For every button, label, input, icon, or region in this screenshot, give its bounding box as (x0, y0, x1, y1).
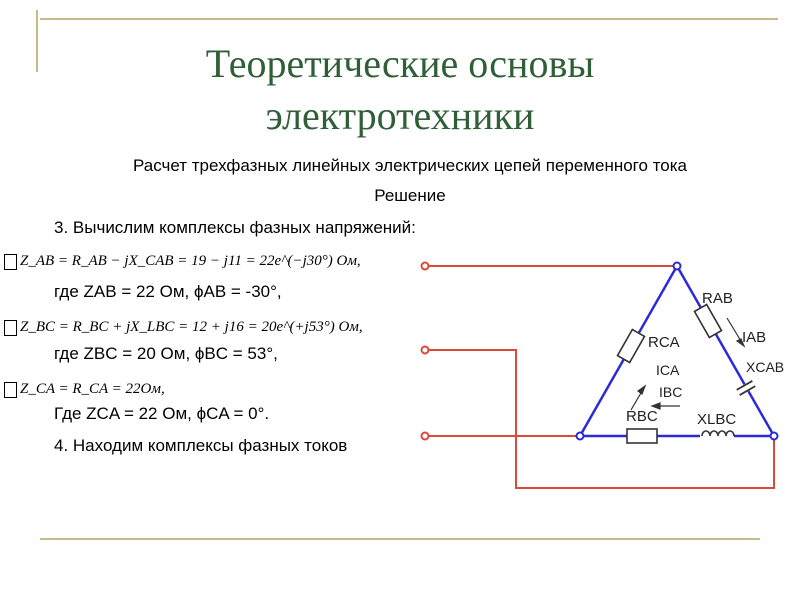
label-iab: IAB (742, 329, 767, 346)
node-c (577, 433, 584, 440)
label-rca: RCA (648, 334, 680, 351)
slide-subtitle: Расчет трехфазных линейных электрических цепей переменного тока (132, 156, 688, 175)
current-arrows (631, 318, 744, 410)
label-xlbc: XLBC (697, 411, 737, 428)
title-line-1: Теоретические основы (205, 41, 595, 86)
label-rab: RAB (702, 290, 733, 307)
where-zab-text: где ZAB = 22 Ом, ϕAB = -30°, (54, 282, 282, 301)
where-zca-text: Где ZCA = 22 Ом, ϕCA = 0°. (54, 404, 270, 423)
formula-zbc-text: Z_BC = R_BC + jX_LBC = 12 + j16 = 20e^(+j53°) Ом, (20, 319, 363, 335)
capacitor-xcab-symbol (736, 380, 756, 396)
arrow-ica-head-icon (638, 386, 645, 394)
nodes (577, 263, 778, 440)
node-a (674, 263, 681, 270)
label-ibc: IBC (659, 384, 683, 400)
terminal-b (422, 347, 429, 354)
resistor-rca-symbol (617, 330, 644, 363)
formula-zab-text: Z_AB = R_AB − jX_CAB = 19 − j11 = 22e^(−j30°) Ом, (20, 253, 361, 269)
where-zbc-text: где ZBC = 20 Ом, ϕBC = 53°, (54, 344, 278, 363)
terminals (422, 263, 429, 440)
label-ica: ICA (656, 362, 680, 378)
title-line-2: электротехники (265, 93, 535, 138)
triangle-edges (580, 266, 774, 436)
resistor-rab-symbol (694, 305, 721, 338)
terminal-c (422, 433, 429, 440)
step-3-text: 3. Вычислим комплексы фазных напряжений: (54, 218, 416, 237)
step-4-text: 4. Находим комплексы фазных токов (54, 436, 348, 455)
node-b (771, 433, 778, 440)
formula-zca-text: Z_CA = R_CA = 22Ом, (20, 381, 165, 397)
label-rbc: RBC (626, 408, 658, 425)
label-xcab: XCAB (746, 359, 785, 375)
solution-heading: Решение (374, 186, 446, 205)
terminal-a (422, 263, 429, 270)
resistor-rbc-symbol (627, 429, 657, 443)
inductor-xlbc-symbol (700, 430, 734, 440)
